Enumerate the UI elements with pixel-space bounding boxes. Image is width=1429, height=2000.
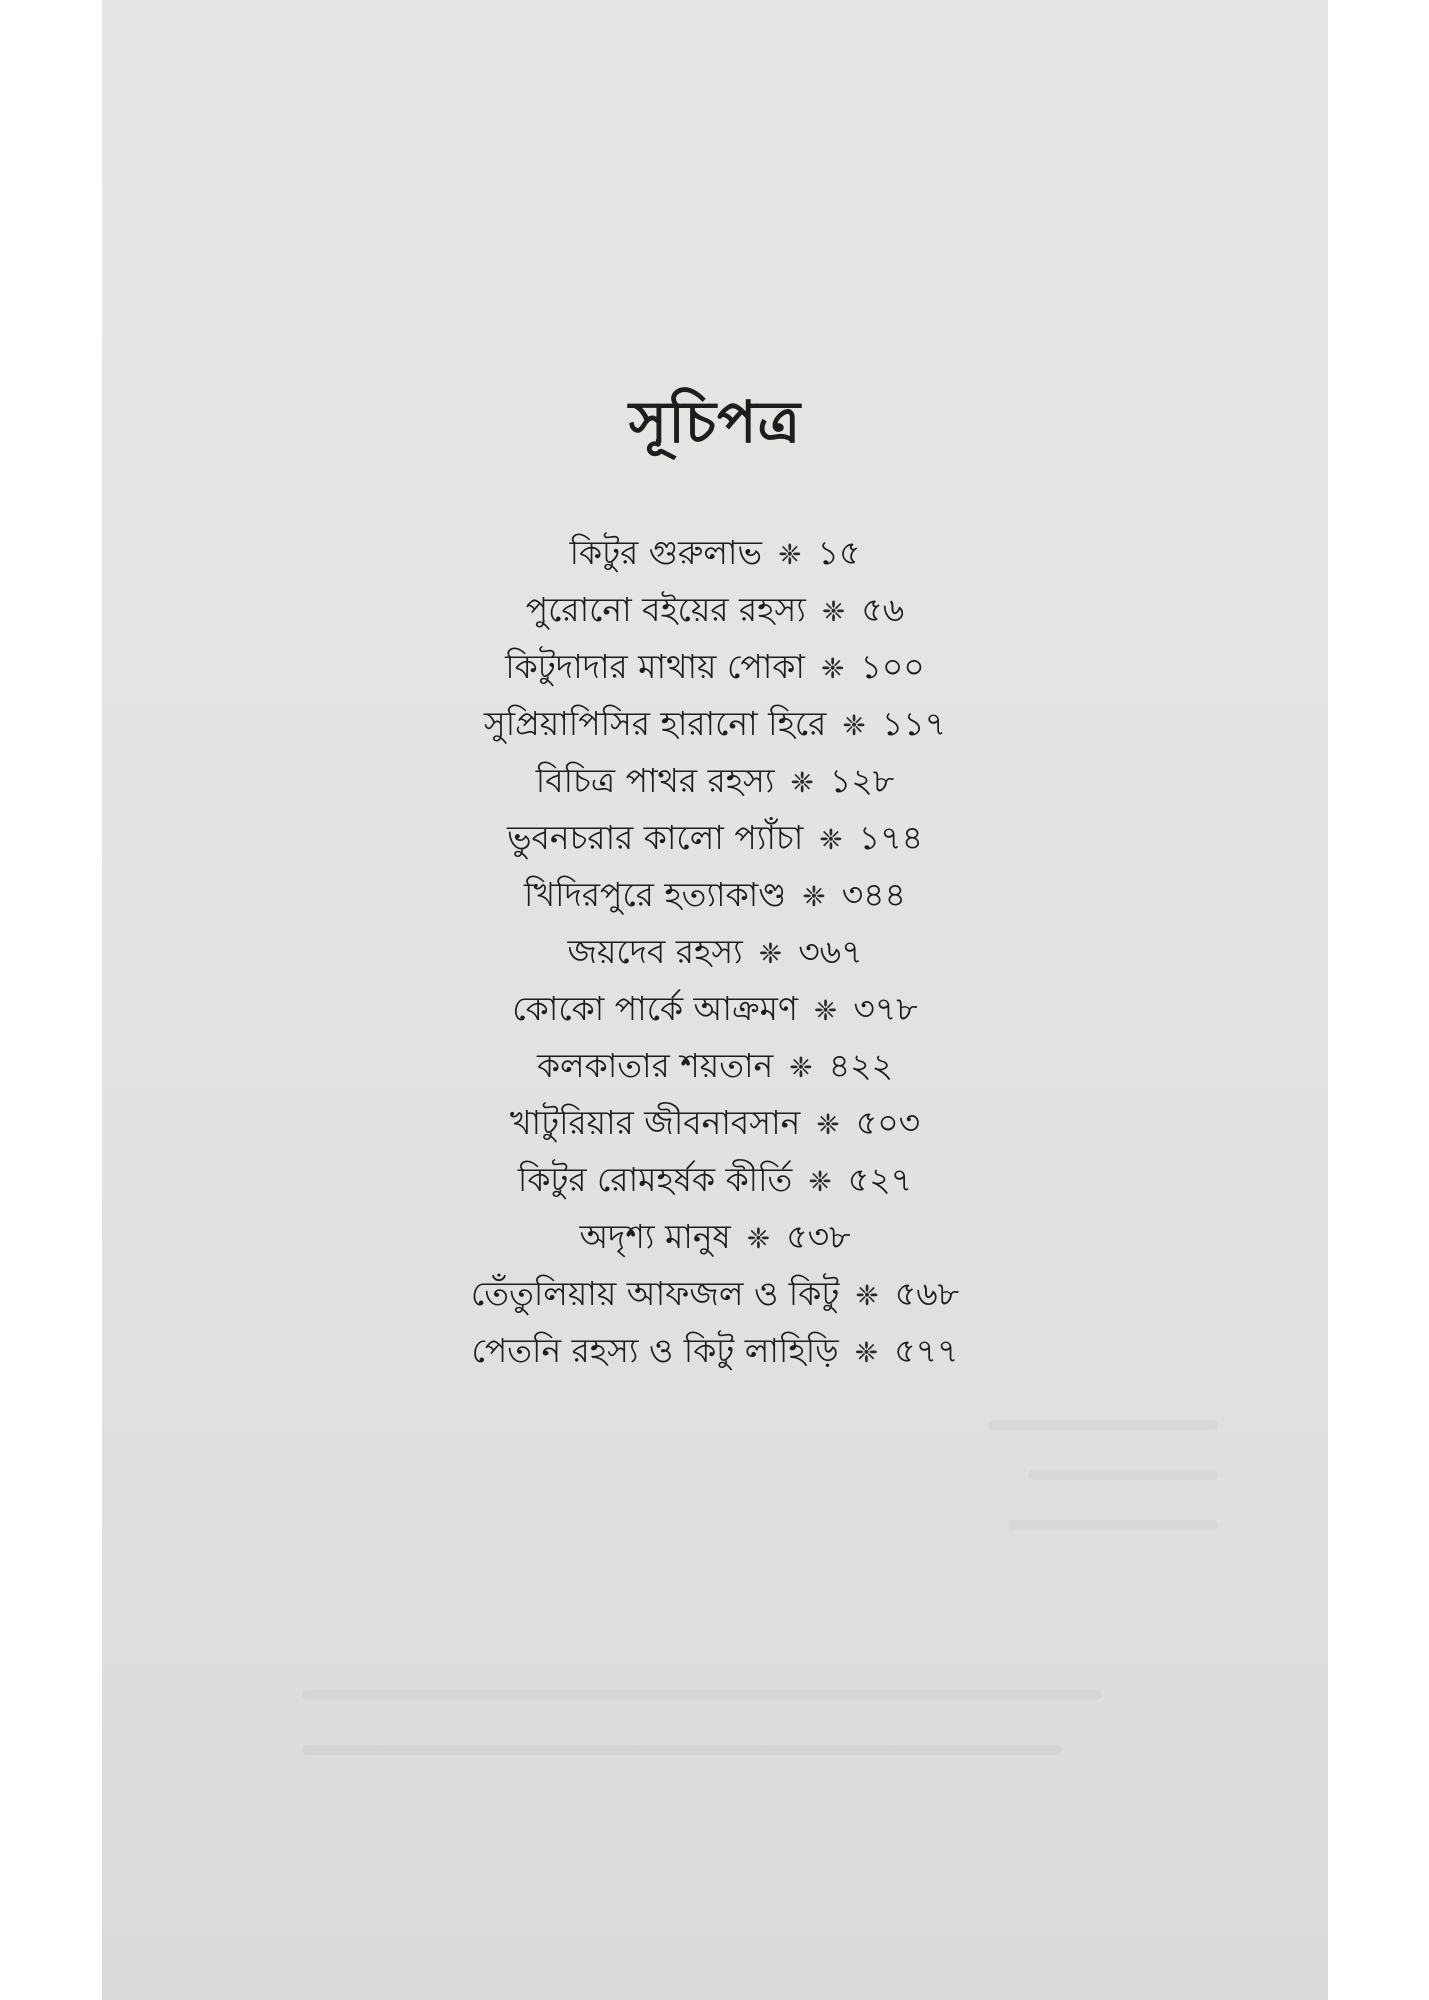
toc-entry — [102, 1265, 1328, 1322]
entry-title: তেঁতুলিয়ায় আফজল ও কিটু — [470, 1274, 840, 1313]
star-separator-icon: ❈ — [746, 1222, 771, 1255]
toc-entry — [102, 695, 1328, 752]
star-separator-icon: ❈ — [819, 823, 843, 856]
entry-page-number: ৫৬৮ — [894, 1274, 960, 1313]
entry-title: কোকো পার্কে আক্রমণ — [512, 989, 798, 1028]
toc-entry — [102, 1322, 1328, 1379]
entry-page-number: ৫০৩ — [855, 1103, 921, 1142]
star-separator-icon: ❈ — [808, 1165, 832, 1198]
star-separator-icon: ❈ — [854, 1336, 879, 1369]
table-of-contents — [102, 382, 1328, 1379]
entry-title: কলকাতার শয়তান — [536, 1046, 774, 1085]
show-through-line — [302, 1745, 1062, 1755]
star-separator-icon: ❈ — [821, 595, 846, 628]
show-through-line — [1028, 1470, 1218, 1480]
entry-title: পেতনি রহস্য ও কিটু লাহিড়ি — [471, 1331, 839, 1370]
entry-title: অদৃশ্য মানুষ — [579, 1217, 731, 1256]
entry-title: কিটুর গুরুলাভ — [569, 533, 763, 572]
star-separator-icon: ❈ — [816, 1108, 840, 1141]
entry-title: খাটুরিয়ার জীবনাবসান — [509, 1103, 801, 1142]
toc-entry — [102, 980, 1328, 1037]
toc-entry — [102, 524, 1328, 581]
entry-page-number: ৩৭৮ — [853, 989, 918, 1028]
toc-entry — [102, 1094, 1328, 1151]
entry-page-number: ১১৭ — [881, 704, 947, 743]
entry-title: কিটুদাদার মাথায় পোকা — [505, 647, 805, 686]
star-separator-icon: ❈ — [758, 937, 783, 970]
entry-page-number: ১২৮ — [829, 761, 895, 800]
star-separator-icon: ❈ — [802, 880, 826, 913]
book-page — [102, 0, 1328, 2000]
entry-page-number: ৪২২ — [828, 1046, 894, 1085]
entry-title: খিদিরপুরে হত্যাকাণ্ড — [524, 875, 787, 914]
toc-entry — [102, 1151, 1328, 1208]
entry-page-number: ১৫ — [817, 533, 861, 572]
toc-entry — [102, 866, 1328, 923]
toc-entry — [102, 923, 1328, 980]
show-through-line — [988, 1420, 1218, 1430]
entry-title: বিচিত্র পাথর রহস্য — [535, 761, 775, 800]
entry-page-number: ১০০ — [860, 647, 925, 686]
entry-page-number: ৫৬ — [861, 590, 905, 629]
entry-page-number: ৩৬৭ — [798, 932, 863, 971]
star-separator-icon: ❈ — [813, 994, 838, 1027]
star-separator-icon: ❈ — [790, 766, 814, 799]
toc-list — [102, 524, 1328, 1379]
entry-page-number: ১৭৪ — [858, 818, 924, 857]
entry-page-number: ৩৪৪ — [841, 875, 906, 914]
toc-entry — [102, 809, 1328, 866]
entry-title: ভুবনচরার কালো প্যাঁচা — [506, 818, 804, 857]
toc-entry — [102, 1037, 1328, 1094]
entry-title: কিটুর রোমহর্ষক কীর্তি — [517, 1160, 793, 1199]
entry-title: সুপ্রিয়াপিসির হারানো হিরে — [483, 704, 827, 743]
entry-page-number: ৫৭৭ — [894, 1331, 959, 1370]
star-separator-icon: ❈ — [842, 709, 866, 742]
toc-entry — [102, 581, 1328, 638]
toc-entry — [102, 1208, 1328, 1265]
star-separator-icon: ❈ — [789, 1051, 813, 1084]
show-through-line — [302, 1690, 1102, 1700]
star-separator-icon: ❈ — [820, 652, 845, 685]
entry-page-number: ৫২৭ — [847, 1160, 913, 1199]
entry-title: পুরোনো বইয়ের রহস্য — [525, 590, 806, 629]
star-separator-icon: ❈ — [855, 1279, 879, 1312]
toc-entry — [102, 752, 1328, 809]
page-title: সূচিপত্র — [628, 388, 802, 456]
toc-entry — [102, 638, 1328, 695]
entry-title: জয়দেব রহস্য — [567, 932, 743, 971]
star-separator-icon: ❈ — [778, 538, 802, 571]
show-through-line — [1008, 1520, 1218, 1530]
entry-page-number: ৫৩৮ — [786, 1217, 851, 1256]
